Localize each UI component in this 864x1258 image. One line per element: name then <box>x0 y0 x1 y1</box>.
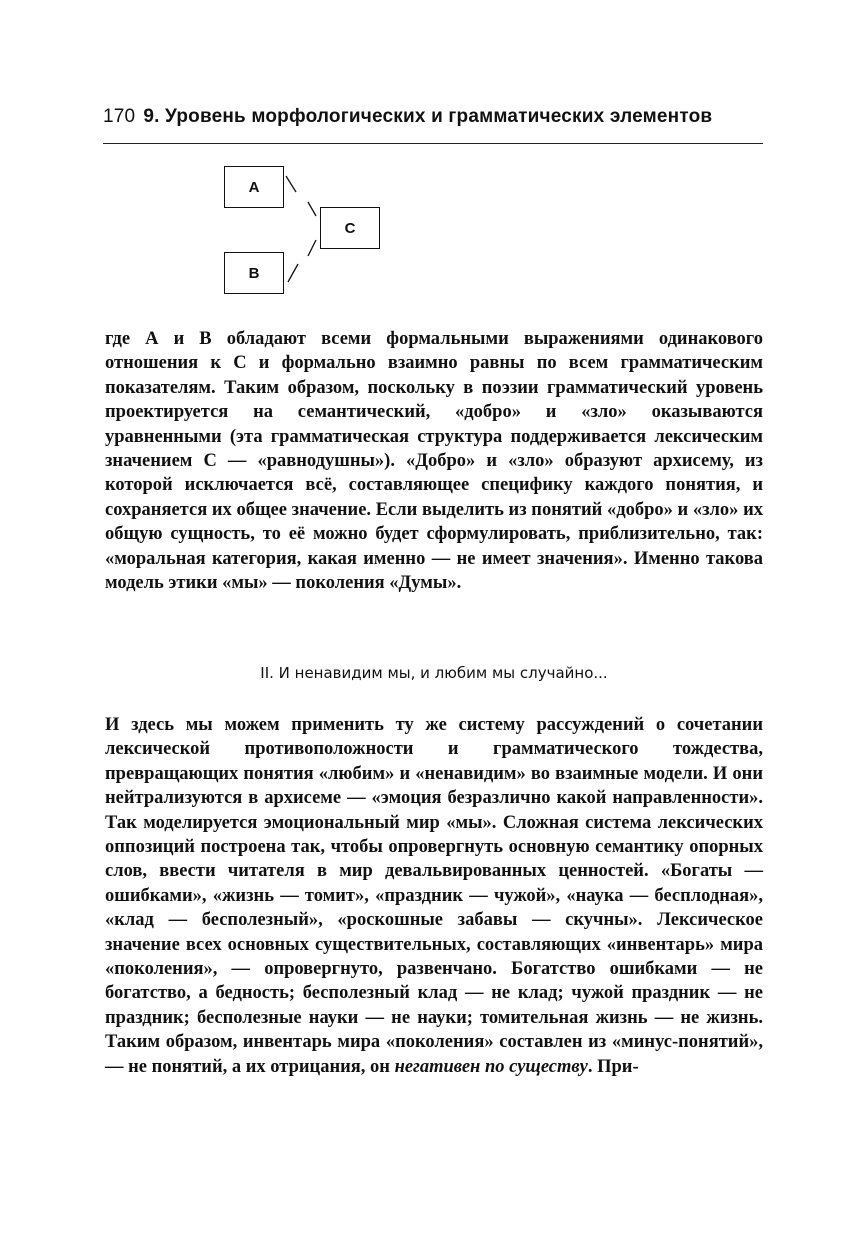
paragraph-1: где А и В обладают всеми формальными выражениями одинакового отношения к С и формально взаимно равны по всем грамматическим показателям. Таким образом, поскольку в поэзии грамматический уровень проектируется на семантический, «добро» и «зло» оказываются уравненными (эта грамматическая структура поддерживается лексическим значением С — «равнодушны»). «Добро» и «зло» образуют архисему, из которой исключается всё, составляющее специфику каждого понятия, и сохраняется их общее значение. Если выделить из понятий «добро» и «зло» их общую сущность, то её можно будет сформулировать, приблизительно, так: «моральная категория, какая именно — не имеет значения». Именно такова модель этики «мы» — поколения «Думы». <box>105 329 763 594</box>
connector-b-c-lower <box>288 264 298 282</box>
running-header <box>103 106 763 128</box>
connector-a-c-upper <box>286 176 296 192</box>
paragraph-2-emphasis: негативен по существу <box>394 1056 588 1077</box>
section-subheading: II. И ненавидим мы, и любим мы случайно... <box>260 664 608 682</box>
box-a: A <box>224 166 284 208</box>
chapter-title: 9. Уровень морфологических и грамматических элементов <box>143 106 713 127</box>
paragraph-2 <box>105 713 763 1079</box>
paragraph-2-tail: . При- <box>587 1056 639 1077</box>
header-rule <box>103 143 763 144</box>
relation-diagram <box>200 160 420 310</box>
paragraph-2-main: И здесь мы можем применить ту же систему рассуждений о сочетании лексической противоположности и грамматического тождества, превращающих понятия «любим» и «ненавидим» во взаимные модели. И они нейтрализуются в архисеме — «эмоция безразлично какой направленности». Так моделируется эмоциональный мир «мы». Сложная система лексических оппозиций построена так, чтобы опровергнуть основную семантику опорных слов, ввести читателя в мир девальвированных ценностей. «Богаты — ошибками», «жизнь — томит», «праздник — чужой», «наука — бесплодная», «клад — бесполезный», «роскошные забавы — скучны». Лексическое значение всех основных существительных, составляющих «инвентарь» мира «поколения», — опровергнуто, развенчано. Богатство ошибками — не богатство, а бедность; бесполезный клад — не клад; чужой праздник — не праздник; бесполезные науки — не науки; томительная жизнь — не жизнь. Таким образом, инвентарь мира «поколения» составлен из «минус-понятий», — не понятий, а их отрицания, он <box>105 715 763 1077</box>
box-c: C <box>320 207 380 249</box>
connector-b-c-upper <box>308 240 316 256</box>
page-number: 170 <box>103 106 136 127</box>
box-b: B <box>224 252 284 294</box>
connector-a-c-lower <box>308 202 316 216</box>
